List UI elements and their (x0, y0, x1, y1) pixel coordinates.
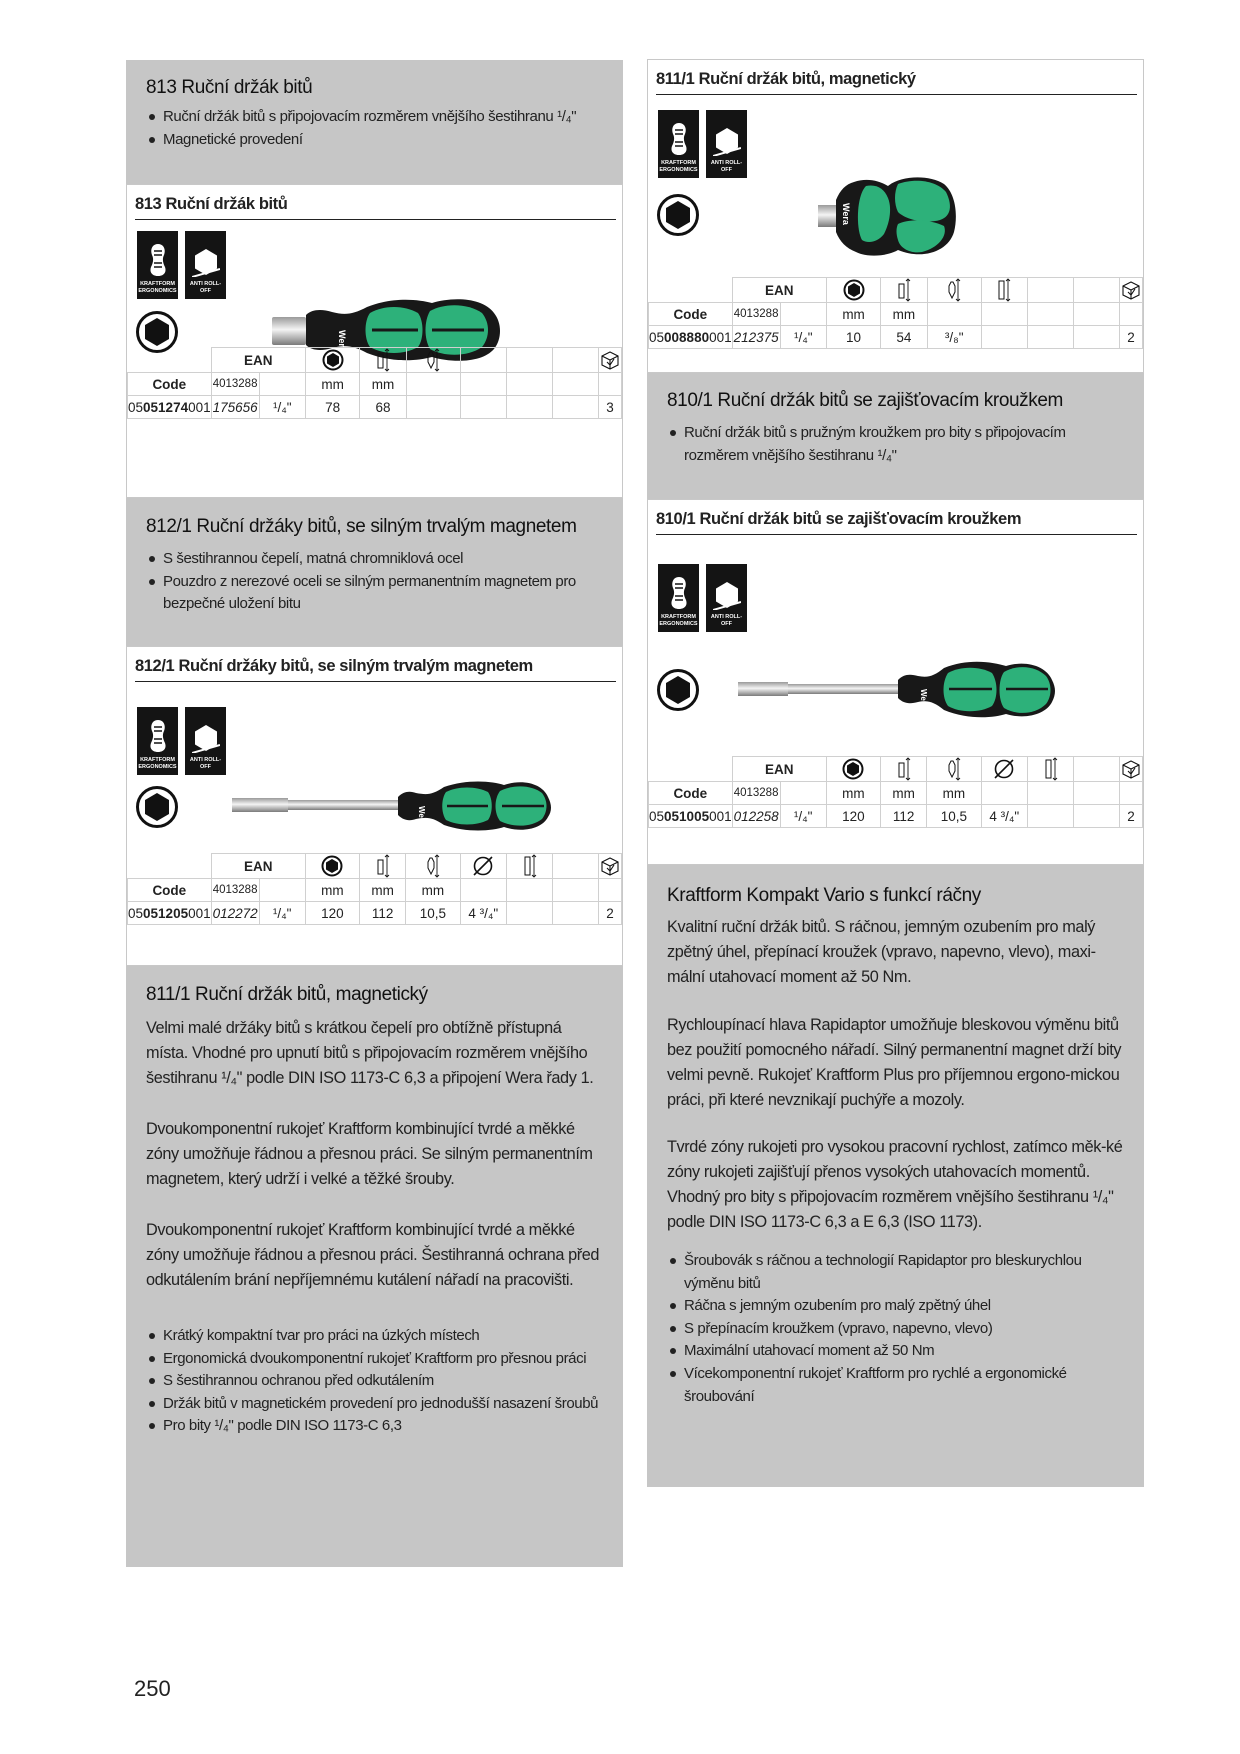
hex-socket-icon (305, 348, 359, 373)
list-item: Pouzdro z nerezové oceli se silným permanentním magnetem pro bezpečné uložení bitu (146, 571, 609, 616)
diameter-icon (981, 757, 1028, 782)
package-icon (1120, 757, 1143, 782)
length-blade-icon (927, 278, 981, 303)
table-row (649, 326, 1143, 349)
length-value: 10 (826, 326, 880, 349)
kraftform-logo-icon: KRAFTFORM ERGONOMICS (137, 707, 178, 775)
shaft-value: 4 ³/₄" (981, 805, 1028, 828)
article-code: 05008880001 (649, 326, 733, 349)
product-title: 810/1 Ruční držák bitů se zajišťovacím kroužkem (656, 510, 1137, 535)
length-tool-icon (880, 757, 926, 782)
pack-qty: 2 (599, 902, 622, 925)
kraftform-logo-icon: KRAFTFORM ERGONOMICS (658, 110, 699, 178)
list-item: Ergonomická dvoukomponentní rukojeť Kraftform pro přesnou práci (146, 1348, 609, 1371)
paragraph: Dvoukomponentní rukojeť Kraftform kombinující tvrdé a měkké zóny umožňuje řádnou a přesnou práci. Šestihranná ochrana před odkutálením brání nepříjemnému kutálení nářadí na pracovišti. (146, 1221, 600, 1289)
shaft-value: 4 ³/₄" (460, 902, 507, 925)
length-blade-icon (406, 348, 460, 373)
paragraph: Velmi malé držáky bitů s krátkou čepelí pro obtížně přístupná místa. Vhodné pro upnutí bitů s připojovacím rozměrem vnějšího šestihranu ¹/₄" podle DIN ISO 1173-C 6,3 a připojení Wera řady 1. (146, 1019, 594, 1087)
length-blade-icon (406, 854, 460, 879)
diameter-value: 10,5 (927, 805, 981, 828)
screwdriver-image (818, 172, 958, 265)
length-value: 120 (305, 902, 359, 925)
ean-suffix: 175656 (211, 396, 259, 419)
list-item: Krátký kompaktní tvar pro práci na úzkých místech (146, 1325, 609, 1348)
unit: mm (927, 782, 981, 805)
length-value: 120 (826, 805, 880, 828)
blade-value: 68 (360, 396, 406, 419)
paragraph: Tvrdé zóny rukojeti pro vysokou pracovní rychlost, zatímco měk-ké zóny rukojeti zajišťují přenos vysokých utahovacích momentů. Vhodný pro bity s připojovacím rozměrem vnějšího šestihranu ¹/₄" podle DIN ISO 1173-C 6,3 a E 6,3 (ISO 1173). (667, 1138, 1123, 1231)
spec-table (648, 756, 1143, 828)
ean-header: EAN (211, 348, 305, 373)
feature-list (667, 1250, 1130, 1408)
page-number: 250 (134, 1676, 171, 1701)
list-item: Magnetické provedení (146, 129, 609, 152)
screwdriver-image (232, 779, 552, 838)
ean-prefix: 4013288 (211, 879, 259, 902)
ean-suffix: 012258 (732, 805, 780, 828)
blade-value: 112 (880, 805, 926, 828)
list-item: Držák bitů v magnetickém provedení pro jednodušší nasazení šroubů (146, 1393, 609, 1416)
ean-header: EAN (732, 278, 826, 303)
diameter-value: 10,5 (406, 902, 460, 925)
section-title: 813 Ruční držák bitů (146, 77, 313, 98)
product-813 (126, 184, 623, 498)
section-title: 810/1 Ruční držák bitů se zajišťovacím kroužkem (667, 390, 1063, 411)
paragraph: Rychloupínací hlava Rapidaptor umožňuje bleskovou výměnu bitů bez použití pomocného nářadí. Silný permanentní magnet drží bity velmi pevně. Rukojeť Kraftform Plus pro příjemnou ergono-mickou práci, při které nevznikají puchýře a mozoly. (667, 1016, 1122, 1109)
list-item: Ruční držák bitů s připojovacím rozměrem vnějšího šestihranu ¹/₄" (146, 106, 609, 129)
hex-size: ¹/₄" (780, 805, 826, 828)
diameter-icon (460, 854, 507, 879)
feature-logos (137, 231, 226, 299)
product-812 (126, 646, 623, 966)
hex-size: ¹/₄" (780, 326, 826, 349)
ean-suffix: 012272 (211, 902, 259, 925)
code-header: Code (649, 782, 733, 805)
length-shaft-icon (507, 854, 553, 879)
length-blade-icon (927, 757, 981, 782)
unit: mm (881, 303, 927, 326)
unit: mm (406, 879, 460, 902)
list-item: Pro bity ¹/₄" podle DIN ISO 1173-C 6,3 (146, 1415, 609, 1438)
package-icon (599, 348, 622, 373)
article-code: 05051274001 (128, 396, 212, 419)
anti-roll-off-logo-icon: ANTI ROLL-OFF (706, 110, 747, 178)
list-item: Šroubovák s ráčnou a technologií Rapidaptor pro bleskurychlou výměnu bitů (667, 1250, 1130, 1295)
svg-text:Wera: Wera (919, 689, 928, 709)
unit: mm (826, 303, 880, 326)
product-810 (647, 499, 1144, 865)
section-813-intro (126, 60, 623, 184)
spec-table (127, 347, 622, 419)
unit: mm (826, 782, 880, 805)
code-header: Code (649, 303, 733, 326)
article-code: 05051005001 (649, 805, 733, 828)
hex-drive-icon (656, 668, 700, 717)
hex-socket-icon (305, 854, 359, 879)
shaft-value: ³/₈" (927, 326, 981, 349)
ean-header: EAN (211, 854, 305, 879)
section-812-intro (126, 498, 623, 646)
list-item: Ráčna s jemným ozubením pro malý zpětný úhel (667, 1295, 1130, 1318)
section-kraftform-vario (647, 865, 1144, 1487)
anti-roll-off-logo-icon: ANTI ROLL-OFF (185, 707, 226, 775)
anti-roll-off-logo-icon: ANTI ROLL-OFF (706, 564, 747, 632)
spec-table (648, 277, 1143, 349)
section-810-intro (647, 373, 1144, 499)
product-811 (647, 59, 1144, 373)
list-item: S přepínacím kroužkem (vpravo, napevno, vlevo) (667, 1318, 1130, 1341)
product-title: 811/1 Ruční držák bitů, magnetický (656, 70, 1137, 95)
code-header: Code (128, 373, 212, 396)
list-item: Maximální utahovací moment až 50 Nm (667, 1340, 1130, 1363)
svg-text:Wera: Wera (841, 203, 851, 225)
product-title: 813 Ruční držák bitů (135, 195, 616, 220)
anti-roll-off-logo-icon: ANTI ROLL-OFF (185, 231, 226, 299)
pack-qty: 3 (599, 396, 622, 419)
table-row (128, 902, 622, 925)
product-title: 812/1 Ruční držáky bitů, se silným trvalým magnetem (135, 657, 616, 682)
list-item: Vícekomponentní rukojeť Kraftform pro rychlé a ergonomické šroubování (667, 1363, 1130, 1408)
unit: mm (305, 879, 359, 902)
unit: mm (305, 373, 359, 396)
paragraph: Kvalitní ruční držák bitů. S ráčnou, jemným ozubením pro malý zpětný úhel, přepínací kroužek (vpravo, napevno, vlevo), maxi-mální utahovací moment až 50 Nm. (667, 918, 1096, 986)
section-811-description (126, 966, 623, 1567)
paragraph: Dvoukomponentní rukojeť Kraftform kombinující tvrdé a měkké zóny umožňuje řádnou a přesnou práci. Se silným permanentním magnetem, který udrží i velké a těžké šrouby. (146, 1120, 593, 1188)
pack-qty: 2 (1120, 326, 1143, 349)
unit: mm (880, 782, 926, 805)
section-title: 811/1 Ruční držák bitů, magnetický (146, 984, 428, 1005)
svg-text:Wera: Wera (337, 330, 347, 352)
hex-socket-icon (826, 757, 880, 782)
feature-list (146, 548, 609, 616)
spec-table (127, 853, 622, 925)
list-item: S šestihrannou ochranou před odkutálením (146, 1370, 609, 1393)
kraftform-logo-icon: KRAFTFORM ERGONOMICS (137, 231, 178, 299)
feature-list (667, 422, 1130, 467)
package-icon (599, 854, 622, 879)
package-icon (1120, 278, 1143, 303)
ean-header: EAN (732, 757, 826, 782)
table-row (649, 805, 1143, 828)
length-shaft-icon (1028, 757, 1074, 782)
unit: mm (359, 879, 405, 902)
blade-value: 54 (881, 326, 927, 349)
section-title: 812/1 Ruční držáky bitů, se silným trvalým magnetem (146, 516, 577, 537)
hex-socket-icon (826, 278, 880, 303)
feature-logos (137, 707, 226, 775)
article-code: 05051205001 (128, 902, 212, 925)
hex-size: ¹/₄" (259, 902, 305, 925)
unit: mm (360, 373, 406, 396)
code-header: Code (128, 879, 212, 902)
ean-prefix: 4013288 (732, 782, 780, 805)
hex-size: ¹/₄" (259, 396, 305, 419)
svg-text:Wera: Wera (417, 806, 426, 826)
blade-value: 112 (359, 902, 405, 925)
feature-list (146, 106, 609, 151)
feature-list (146, 1325, 609, 1438)
section-title: Kraftform Kompakt Vario s funkcí ráčny (667, 885, 981, 906)
pack-qty: 2 (1120, 805, 1143, 828)
kraftform-logo-icon: KRAFTFORM ERGONOMICS (658, 564, 699, 632)
ean-prefix: 4013288 (732, 303, 780, 326)
screwdriver-image (738, 660, 1058, 725)
feature-logos (658, 110, 747, 178)
feature-logos (658, 564, 747, 632)
list-item: Ruční držák bitů s pružným kroužkem pro bity s připojovacím rozměrem vnějšího šestihranu ¹/₄" (667, 422, 1130, 467)
length-tool-icon (881, 278, 927, 303)
length-value: 78 (305, 396, 359, 419)
list-item: S šestihrannou čepelí, matná chromniklová ocel (146, 548, 609, 571)
hex-drive-icon (656, 193, 700, 242)
ean-suffix: 212375 (732, 326, 780, 349)
ean-prefix: 4013288 (211, 373, 259, 396)
length-shaft-icon (981, 278, 1027, 303)
hex-drive-icon (135, 785, 179, 834)
length-tool-icon (359, 854, 405, 879)
length-tool-icon (360, 348, 406, 373)
table-row (128, 396, 622, 419)
